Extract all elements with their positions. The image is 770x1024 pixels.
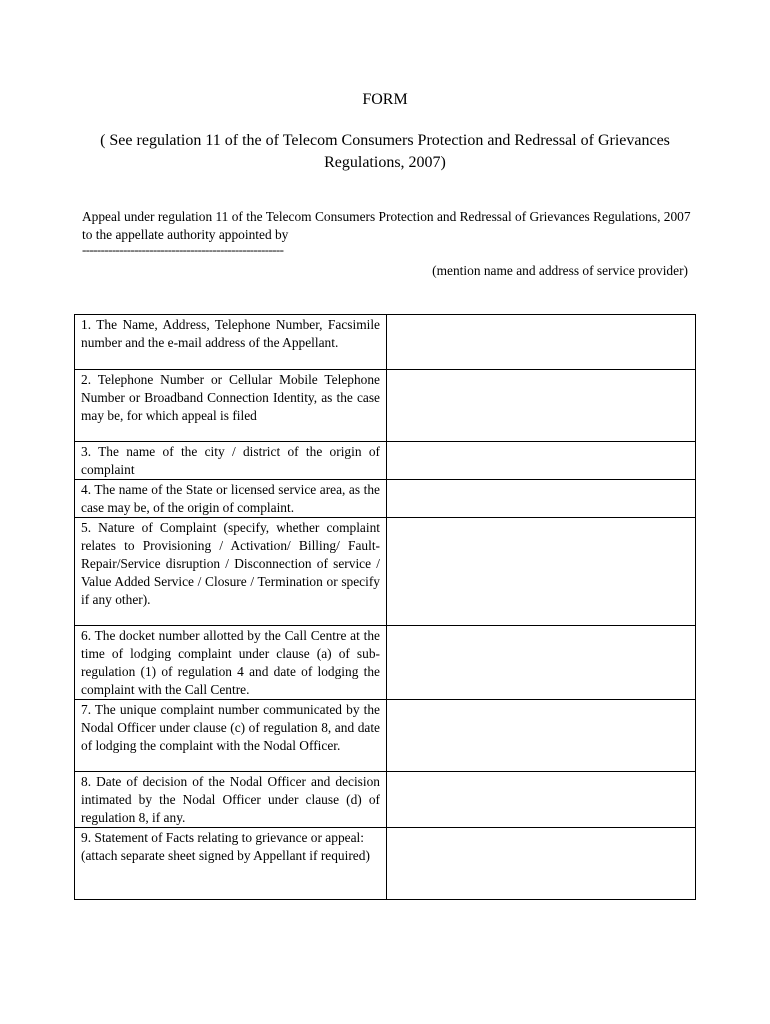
appellate-authority-blank-line: ------------------------------------------------------ (82, 243, 284, 257)
table-row (75, 828, 696, 900)
answer-field[interactable] (387, 315, 696, 370)
question-cell: 2. Telephone Number or Cellular Mobile Telephone Number or Broadband Connection Identity, as the case may be, for which appeal is filed (75, 370, 387, 442)
question-note: (attach separate sheet signed by Appellant if required) (81, 848, 370, 863)
answer-field[interactable] (387, 828, 696, 900)
question-cell: 7. The unique complaint number communicated by the Nodal Officer under clause (c) of regulation 8, and date of lodging the complaint with the Nodal Officer. (75, 700, 387, 772)
service-provider-instruction: (mention name and address of service provider) (432, 263, 688, 278)
table-row (75, 626, 696, 700)
question-cell: 3. The name of the city / district of the origin of complaint (75, 442, 387, 480)
question-cell: 6. The docket number allotted by the Call Centre at the time of lodging complaint under clause (a) of sub-regulation (1) of regulation 4 and date of lodging the complaint with the Call Centre. (75, 626, 387, 700)
question-cell: 4. The name of the State or licensed service area, as the case may be, of the origin of complaint. (75, 480, 387, 518)
form-title: FORM (362, 91, 408, 108)
question-cell: 1. The Name, Address, Telephone Number, Facsimile number and the e-mail address of the Appellant. (75, 315, 387, 370)
appeal-intro-text: Appeal under regulation 11 of the Telecom Consumers Protection and Redressal of Grievances Regulations, 2007 to the appellate authority appointed by (82, 209, 691, 242)
table-row (75, 315, 696, 370)
appeal-details-table (74, 314, 696, 900)
answer-field[interactable] (387, 700, 696, 772)
table-row (75, 772, 696, 828)
answer-field[interactable] (387, 626, 696, 700)
table-row (75, 480, 696, 518)
question-cell: 5. Nature of Complaint (specify, whether complaint relates to Provisioning / Activation/ Billing/ Fault-Repair/Service disruption / Disconnection of service / Value Added Service / Closure / Termination or specify if any other). (75, 518, 387, 626)
table-row (75, 370, 696, 442)
form-subtitle: ( See regulation 11 of the of Telecom Consumers Protection and Redressal of Grievances Regulations, 2007) (100, 132, 670, 171)
answer-field[interactable] (387, 442, 696, 480)
answer-field[interactable] (387, 370, 696, 442)
table-row (75, 442, 696, 480)
answer-field[interactable] (387, 772, 696, 828)
question-text: 9. Statement of Facts relating to grievance or appeal: (81, 830, 364, 845)
answer-field[interactable] (387, 480, 696, 518)
question-cell (75, 828, 387, 900)
table-row (75, 700, 696, 772)
question-cell: 8. Date of decision of the Nodal Officer and decision intimated by the Nodal Officer under clause (d) of regulation 8, if any. (75, 772, 387, 828)
table-row (75, 518, 696, 626)
answer-field[interactable] (387, 518, 696, 626)
